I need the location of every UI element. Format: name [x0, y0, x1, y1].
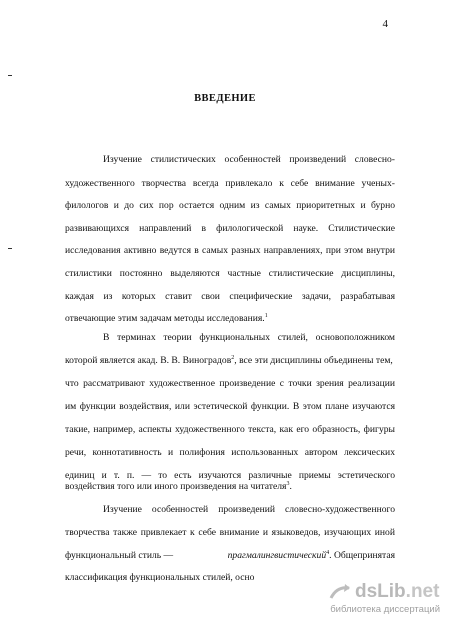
text-line: каждая из которых ставит свои специфические задачи, разрабатывая — [65, 291, 395, 302]
text-line: стилистики постоянно выделяются частные стилистические дисциплины, — [65, 268, 395, 279]
line-text: отвечающие этим задачам методы исследования. — [65, 313, 265, 324]
emphasis-term: прагмалингвистический — [227, 550, 327, 561]
watermark-logo-main: dsLib — [355, 581, 406, 602]
text-line: Изучение стилистических особенностей произведений словесно- — [103, 154, 395, 165]
line-text: . Общепринятая — [329, 550, 395, 561]
line-text: воздействия того или иного произведения на читателя — [65, 481, 287, 492]
footnote-ref: 3 — [286, 480, 290, 487]
text-line — [65, 550, 395, 562]
text-line: творчества также привлекает к себе внимание и языковедов, изучающих иной — [65, 527, 395, 538]
logo-arrow-icon — [329, 584, 351, 602]
footnote-ref: 4 — [326, 549, 330, 556]
text-line: Изучение особенностей произведений словесно-художественного — [103, 504, 395, 515]
text-line: развивающихся направлений в филологической науке. Стилистические — [65, 223, 395, 234]
line-text: которой является акад. В. В. Виноградов — [65, 355, 232, 366]
text-line — [65, 481, 395, 493]
text-line: художественного творчества всегда привлекало к себе внимание ученых- — [65, 178, 395, 189]
text-line: им функции воздействия, или эстетической функции. В этом плане изучаются — [65, 401, 395, 412]
text-line: В терминах теории функциональных стилей, основоположником — [103, 332, 395, 343]
text-line: единиц и т. п. — то есть изучаются различные приемы эстетического — [65, 470, 395, 481]
text-line: исследования активно ведутся в самых разных направлениях, при этом внутри — [65, 245, 395, 256]
footnote-ref: 2 — [231, 354, 235, 361]
text-line: что рассматривают художественное произведение с точки зрения реализации — [65, 378, 395, 389]
text-line: речи, коннотативность и полифония использованных автором лексических — [65, 447, 395, 458]
text-line: филологов и до сих пор остается одним из самых приоритетных и бурно — [65, 200, 395, 211]
section-heading: ВВЕДЕНИЕ — [194, 93, 256, 104]
text-line: классификация функциональных стилей, осно — [65, 572, 255, 583]
line-text: функциональный стиль — — [65, 550, 174, 561]
watermark — [325, 581, 440, 617]
watermark-logo — [355, 581, 439, 603]
text-line — [65, 355, 395, 367]
line-text: , все эти дисциплины объединены тем, — [234, 355, 393, 366]
line-text — [228, 550, 395, 562]
watermark-subtitle: библиотека диссертаций — [330, 604, 440, 615]
watermark-logo-tld: .net — [405, 581, 440, 602]
margin-mark — [8, 248, 12, 249]
margin-mark — [8, 75, 12, 76]
text-line — [65, 313, 395, 325]
page-number: 4 — [382, 18, 388, 30]
line-text: . — [289, 481, 292, 492]
footnote-ref: 1 — [264, 312, 268, 319]
text-line: такие, например, аспекты художественного текста, как его образность, фигуры — [65, 424, 395, 435]
